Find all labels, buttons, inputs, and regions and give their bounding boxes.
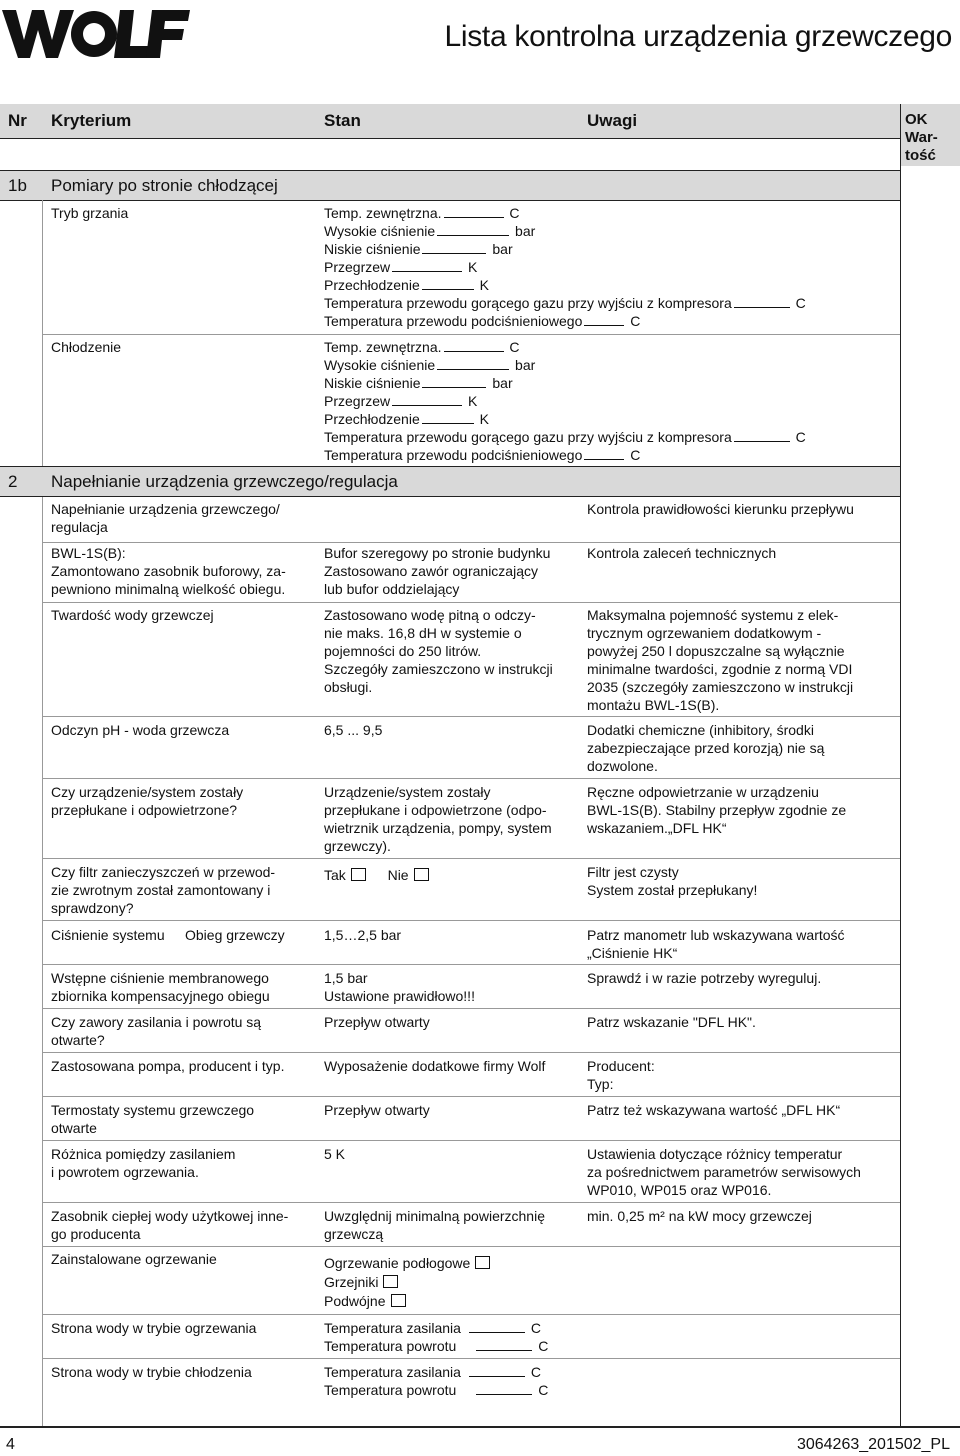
filter-criterion: Czy filtr zanieczyszczeń w przewod- zie zwrotnym został zamontowany i sprawdzony? bbox=[51, 864, 276, 916]
cooling-subcool: Przechłodzenie bbox=[324, 411, 420, 427]
unit-bar: bar bbox=[515, 357, 536, 373]
delta-criterion: Różnica pomiędzy zasilaniem i powrotem ogrzewania. bbox=[51, 1146, 236, 1180]
cooling-hot-gas: Temperatura przewodu gorącego gazu przy wyjściu z kompresora bbox=[324, 429, 732, 445]
wolf-logo bbox=[2, 2, 192, 62]
ph-state: 6,5 ... 9,5 bbox=[324, 722, 383, 738]
water-heating-return-input[interactable] bbox=[476, 1339, 532, 1351]
heating-high-pressure: Wysokie ciśnienie bbox=[324, 223, 436, 239]
fill-remark: Kontrola prawidłowości kierunku przepływu bbox=[587, 501, 854, 517]
installed-options bbox=[324, 1254, 490, 1311]
cooling-low-pressure-input[interactable] bbox=[422, 376, 486, 388]
cooling-superheat-input[interactable] bbox=[392, 394, 462, 406]
cooling-low-pressure-row bbox=[324, 374, 806, 392]
col-remarks: Uwagi bbox=[587, 111, 638, 130]
thermostats-criterion: Termostaty systemu grzewczego otwarte bbox=[51, 1102, 255, 1136]
installed-double-row bbox=[324, 1292, 490, 1311]
unit-bar: bar bbox=[492, 241, 513, 257]
heating-suction-row bbox=[324, 312, 806, 330]
section-1b-nr: 1b bbox=[8, 176, 27, 195]
cooling-superheat: Przegrzew bbox=[324, 393, 391, 409]
hardness-remark: Maksymalna pojemność systemu z elek- trycznym ogrzewaniem dodatkowym - powyżej 250 l dopuszczalne są wyłącznie minimalne twardości, zgodnie z normą VDI 2035 (szczegóły zamieszczono w instrukcji montażu BWL-1S(B). bbox=[587, 607, 854, 713]
row-rule bbox=[42, 716, 900, 717]
ph-remark: Dodatki chemiczne (inhibitory, środki zabezpieczające przed korozją) nie są dozwolone. bbox=[587, 722, 825, 774]
bwl-state: Bufor szeregowy po stronie budynku Zastosowano zawór ograniczający lub bufor oddzielający bbox=[324, 545, 551, 597]
rule-ok-col bbox=[900, 104, 901, 1426]
ph-criterion: Odczyn pH - woda grzewcza bbox=[51, 722, 230, 738]
installed-radiators-checkbox[interactable] bbox=[383, 1275, 398, 1288]
unit-c: C bbox=[538, 1382, 549, 1398]
row-rule bbox=[42, 1358, 900, 1359]
unit-k: K bbox=[479, 411, 489, 427]
hardness-criterion: Twardość wody grzewczej bbox=[51, 607, 214, 623]
heating-suction-input[interactable] bbox=[584, 314, 624, 326]
pressure-criterion-circuit: Obieg grzewczy bbox=[185, 927, 285, 943]
cooling-low-pressure: Niskie ciśnienie bbox=[324, 375, 421, 391]
fill-criterion: Napełnianie urządzenia grzewczego/ regulacja bbox=[51, 501, 280, 535]
cooling-hot-gas-input[interactable] bbox=[734, 430, 790, 442]
pump-criterion: Zastosowana pompa, producent i typ. bbox=[51, 1058, 285, 1074]
col-state: Stan bbox=[324, 111, 361, 130]
water-heating-return-row bbox=[324, 1337, 548, 1355]
installed-radiators-row bbox=[324, 1273, 490, 1292]
logo-f bbox=[146, 10, 190, 58]
installed-floor-row bbox=[324, 1254, 490, 1273]
cooling-hot-gas-row bbox=[324, 428, 806, 446]
unit-c: C bbox=[538, 1338, 549, 1354]
water-heating-supply-input[interactable] bbox=[469, 1321, 525, 1333]
col-ok bbox=[905, 111, 938, 165]
heating-superheat: Przegrzew bbox=[324, 259, 391, 275]
footer-rule bbox=[0, 1426, 960, 1428]
row-rule bbox=[42, 1314, 900, 1315]
heating-suction: Temperatura przewodu podciśnieniowego bbox=[324, 313, 583, 329]
heating-temp-ext-row bbox=[324, 204, 806, 222]
row-rule bbox=[42, 1246, 900, 1247]
heating-low-pressure: Niskie ciśnienie bbox=[324, 241, 421, 257]
hardness-state: Zastosowano wodę pitną o odczy- nie maks. 16,8 dH w systemie o pojemności do 250 litrów. Szczegóły zamieszczono w instrukcji obsługi. bbox=[324, 607, 553, 695]
heating-low-pressure-input[interactable] bbox=[422, 242, 486, 254]
cooling-high-pressure-row bbox=[324, 356, 806, 374]
installed-floor-label: Ogrzewanie podłogowe bbox=[324, 1255, 471, 1271]
logo-l bbox=[114, 10, 152, 58]
filter-yes-checkbox[interactable] bbox=[351, 868, 366, 881]
heating-temp-ext-input[interactable] bbox=[444, 206, 504, 218]
row-rule bbox=[42, 1096, 900, 1097]
unit-c: C bbox=[795, 295, 806, 311]
water-heating-criterion: Strona wody w trybie ogrzewania bbox=[51, 1320, 257, 1336]
filter-no-checkbox[interactable] bbox=[414, 868, 429, 881]
expansion-criterion: Wstępne ciśnienie membranowego zbiornika kompensacyjnego obiegu bbox=[51, 970, 270, 1004]
flushed-remark: Ręczne odpowietrzanie w urządzeniu BWL-1S(B). Stabilny przepływ zgodnie ze wskazaniem.„DFL HK“ bbox=[587, 784, 847, 836]
water-heating-values bbox=[324, 1319, 548, 1355]
unit-c: C bbox=[795, 429, 806, 445]
cooling-label: Chłodzenie bbox=[51, 339, 122, 355]
water-cooling-return: Temperatura powrotu bbox=[324, 1382, 457, 1398]
unit-bar: bar bbox=[515, 223, 536, 239]
col-ok-line3: tość bbox=[905, 147, 936, 164]
unit-k: K bbox=[468, 259, 478, 275]
rule-1b-bottom bbox=[0, 200, 900, 201]
col-ok-line1: OK bbox=[905, 111, 928, 128]
pressure-criterion: Ciśnienie systemu bbox=[51, 927, 165, 943]
logo-o-dot bbox=[83, 23, 105, 45]
flushed-state: Urządzenie/system zostały przepłukane i odpowietrzone (odpo- wietrznik urządzenia, pompy, system grzewczy). bbox=[324, 784, 552, 854]
row-rule bbox=[42, 1202, 900, 1203]
col-nr: Nr bbox=[8, 111, 27, 130]
cooling-superheat-row bbox=[324, 392, 806, 410]
rule-2-top bbox=[0, 466, 900, 467]
unit-c: C bbox=[530, 1364, 541, 1380]
cooling-subcool-input[interactable] bbox=[422, 412, 474, 424]
row-rule bbox=[42, 1008, 900, 1009]
dhw-state: Uwzględnij minimalną powierzchnię grzewczą bbox=[324, 1208, 545, 1242]
row-rule bbox=[42, 1140, 900, 1141]
water-cooling-supply: Temperatura zasilania bbox=[324, 1364, 461, 1380]
pressure-state: 1,5…2,5 bar bbox=[324, 927, 402, 943]
cooling-high-pressure-input[interactable] bbox=[437, 358, 509, 370]
delta-state: 5 K bbox=[324, 1146, 346, 1162]
logo-w bbox=[2, 10, 74, 58]
heating-subcool: Przechłodzenie bbox=[324, 277, 420, 293]
page-number: 4 bbox=[6, 1436, 15, 1453]
unit-c: C bbox=[509, 339, 520, 355]
cooling-subcool-row bbox=[324, 410, 806, 428]
pump-state: Wyposażenie dodatkowe firmy Wolf bbox=[324, 1058, 546, 1074]
water-heating-supply-row bbox=[324, 1319, 548, 1337]
unit-bar: bar bbox=[492, 375, 513, 391]
water-heating-supply: Temperatura zasilania bbox=[324, 1320, 461, 1336]
thermostats-remark: Patrz też wskazywana wartość „DFL HK“ bbox=[587, 1102, 841, 1118]
unit-c: C bbox=[630, 313, 641, 329]
installed-double-checkbox[interactable] bbox=[391, 1294, 406, 1307]
cooling-suction: Temperatura przewodu podciśnieniowego bbox=[324, 447, 583, 463]
installed-floor-checkbox[interactable] bbox=[475, 1256, 490, 1269]
installed-radiators-label: Grzejniki bbox=[324, 1274, 379, 1290]
table-header-band bbox=[0, 104, 900, 138]
section-1b-title: Pomiary po stronie chłodzącej bbox=[51, 176, 278, 195]
col-ok-line2: War- bbox=[905, 129, 938, 146]
cooling-temp-ext-input[interactable] bbox=[444, 340, 504, 352]
valves-criterion: Czy zawory zasilania i powrotu są otwarte? bbox=[51, 1014, 262, 1048]
valves-remark: Patrz wskazanie "DFL HK". bbox=[587, 1014, 756, 1030]
dhw-remark: min. 0,25 m² na kW mocy grzewczej bbox=[587, 1208, 812, 1224]
heating-measurements bbox=[324, 204, 806, 330]
heating-hot-gas-row bbox=[324, 294, 806, 312]
cooling-temp-ext: Temp. zewnętrzna. bbox=[324, 339, 442, 355]
pump-remark: Producent: Typ: bbox=[587, 1058, 655, 1092]
heating-temp-ext: Temp. zewnętrzna. bbox=[324, 205, 442, 221]
row-rule bbox=[42, 964, 900, 965]
row-rule bbox=[42, 602, 900, 603]
rule-heating-bottom bbox=[42, 334, 900, 335]
delta-remark: Ustawienia dotyczące różnicy temperatur za pośrednictwem parametrów serwisowych WP010, WP015 oraz WP016. bbox=[587, 1146, 861, 1198]
expansion-state: 1,5 bar Ustawione prawidłowo!!! bbox=[324, 970, 475, 1004]
row-rule bbox=[42, 858, 900, 859]
heating-low-pressure-row bbox=[324, 240, 806, 258]
rule-nr-col bbox=[42, 200, 43, 1426]
water-cooling-return-row bbox=[324, 1381, 548, 1399]
cooling-temp-ext-row bbox=[324, 338, 806, 356]
cooling-suction-input[interactable] bbox=[584, 448, 624, 460]
bwl-criterion: BWL-1S(B): Zamontowano zasobnik buforowy, za- pewniono minimalną wielkość obiegu. bbox=[51, 545, 286, 597]
filter-state bbox=[324, 866, 429, 884]
water-cooling-supply-input[interactable] bbox=[469, 1365, 525, 1377]
row-rule bbox=[42, 778, 900, 779]
dhw-criterion: Zasobnik ciepłej wody użytkowej inne- go producenta bbox=[51, 1208, 289, 1242]
rule-1b-top bbox=[0, 170, 900, 171]
unit-k: K bbox=[468, 393, 478, 409]
filter-remark: Filtr jest czysty System został przepłukany! bbox=[587, 864, 758, 898]
flushed-criterion: Czy urządzenie/system zostały przepłukane i odpowietrzone? bbox=[51, 784, 244, 818]
valves-state: Przepływ otwarty bbox=[324, 1014, 430, 1030]
row-rule bbox=[42, 920, 900, 921]
row-rule bbox=[42, 1052, 900, 1053]
bwl-remark: Kontrola zaleceń technicznych bbox=[587, 545, 777, 561]
heating-superheat-input[interactable] bbox=[392, 260, 462, 272]
water-cooling-supply-row bbox=[324, 1363, 548, 1381]
section-2-title: Napełnianie urządzenia grzewczego/regulacja bbox=[51, 472, 398, 491]
col-criterion: Kryterium bbox=[51, 111, 132, 130]
document-code: 3064263_201502_PL bbox=[796, 1436, 950, 1453]
unit-k: K bbox=[479, 277, 489, 293]
thermostats-state: Przepływ otwarty bbox=[324, 1102, 430, 1118]
heating-subcool-row bbox=[324, 276, 806, 294]
unit-c: C bbox=[530, 1320, 541, 1336]
rule-2-bottom bbox=[0, 496, 900, 497]
heating-hot-gas: Temperatura przewodu gorącego gazu przy wyjściu z kompresora bbox=[324, 295, 732, 311]
heating-high-pressure-row bbox=[324, 222, 806, 240]
water-cooling-values bbox=[324, 1363, 548, 1399]
heating-label: Tryb grzania bbox=[51, 205, 129, 221]
filter-yes-label: Tak bbox=[324, 867, 346, 883]
heating-hot-gas-input[interactable] bbox=[734, 296, 790, 308]
heating-superheat-row bbox=[324, 258, 806, 276]
filter-no-label: Nie bbox=[387, 867, 409, 883]
section-2-nr: 2 bbox=[8, 472, 18, 491]
document-title: Lista kontrolna urządzenia grzewczego bbox=[444, 20, 952, 53]
heating-subcool-input[interactable] bbox=[422, 278, 474, 290]
water-heating-return: Temperatura powrotu bbox=[324, 1338, 457, 1354]
row-rule bbox=[42, 542, 900, 543]
expansion-remark: Sprawdź i w razie potrzeby wyreguluj. bbox=[587, 970, 822, 986]
cooling-high-pressure: Wysokie ciśnienie bbox=[324, 357, 436, 373]
cooling-suction-row bbox=[324, 446, 806, 464]
pressure-remark: Patrz manometr lub wskazywana wartość „Ciśnienie HK“ bbox=[587, 927, 845, 961]
heating-high-pressure-input[interactable] bbox=[437, 224, 509, 236]
water-cooling-criterion: Strona wody w trybie chłodzenia bbox=[51, 1364, 252, 1380]
installed-double-label: Podwójne bbox=[324, 1293, 386, 1309]
water-cooling-return-input[interactable] bbox=[476, 1383, 532, 1395]
rule-header-bottom bbox=[0, 138, 900, 139]
cooling-measurements bbox=[324, 338, 806, 464]
installed-criterion: Zainstalowane ogrzewanie bbox=[51, 1251, 217, 1267]
unit-c: C bbox=[630, 447, 641, 463]
unit-c: C bbox=[509, 205, 520, 221]
